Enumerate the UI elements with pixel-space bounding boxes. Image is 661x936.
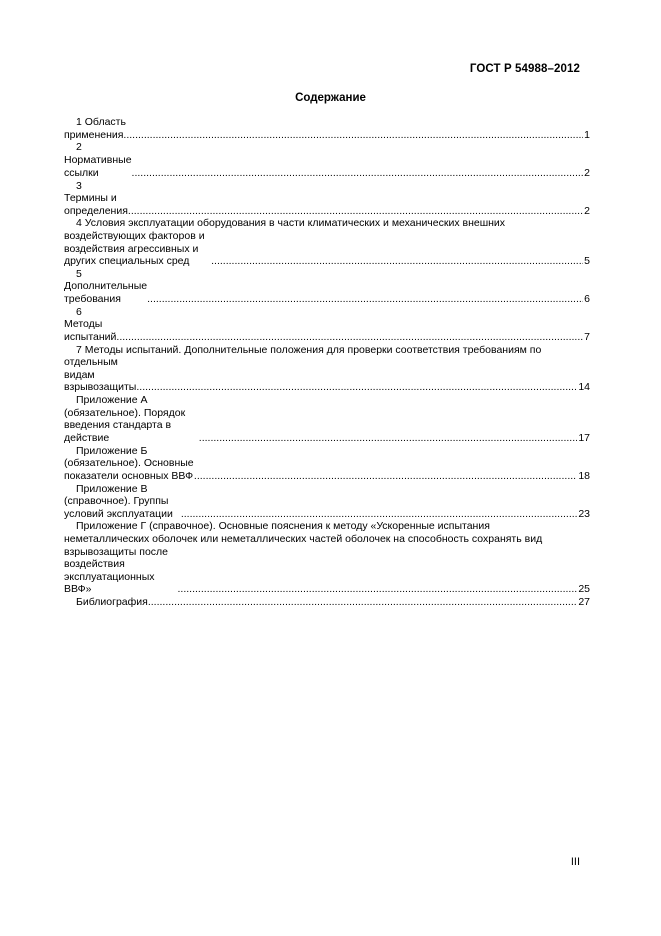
toc-entry-text: Библиография [76,596,148,609]
toc-entry-page: 5 [584,255,590,268]
toc-entry[interactable] [64,394,590,444]
toc-entry[interactable] [64,520,590,596]
toc-entry-page: 25 [578,583,590,596]
toc-title: Содержание [295,92,366,104]
toc-entry[interactable] [64,141,590,179]
dot-leader [148,596,577,609]
toc-entry-page: 23 [578,507,590,520]
toc-entry-page: 6 [584,292,590,305]
toc-entry[interactable] [64,445,590,483]
toc-entry-text: Приложение Г (справочное). Основные пояснения к методу «Ускоренные испытания [76,520,490,533]
toc-entry-text: Приложение А (обязательное). Порядок введения стандарта в действие [64,393,186,444]
toc-entry-text: 6 Методы испытаний [64,305,117,343]
toc-entry[interactable] [64,116,590,141]
page-number: III [570,856,580,868]
toc-entry-text: 7 Методы испытаний. Дополнительные положения для проверки соответствия требованиям по [76,343,542,356]
toc-entry[interactable] [64,180,590,218]
toc-entry[interactable] [64,596,590,609]
toc-entry-text: 3 Термины и определения [64,179,128,217]
toc-entry-page: 27 [578,596,590,609]
dot-leader [194,470,577,483]
toc-entry-page: 7 [584,330,590,343]
table-of-contents [64,116,590,609]
toc-entry-page: 2 [584,166,590,179]
toc-entry-page: 14 [578,381,590,394]
toc-entry-text: 5 Дополнительные требования [64,267,148,305]
dot-leader [126,129,583,142]
dot-leader [128,205,583,218]
toc-entry-text: Приложение Б (обязательное). Основные показатели основных ВВФ [64,444,194,482]
toc-entry[interactable] [64,344,590,394]
dot-leader [199,432,578,445]
dot-leader [116,331,583,344]
toc-entry-text: Приложение В (справочное). Группы условий эксплуатации [64,482,173,520]
toc-entry-text-continued: отдельным видам взрывозащиты [64,356,137,394]
dot-leader [132,167,584,180]
toc-entry[interactable] [64,483,590,521]
toc-entry-text-continued: неметаллических оболочек или неметаллических частей оболочек на способность сохранять вид [64,533,543,546]
toc-entry-page: 1 [584,128,590,141]
toc-entry-page: 18 [578,469,590,482]
dot-leader [147,293,583,306]
toc-entry-text: 1 Область применения. [64,116,127,141]
toc-entry-page: 17 [578,431,590,444]
dot-leader [181,508,577,521]
toc-entry[interactable] [64,217,590,267]
document-code: ГОСТ Р 54988–2012 [469,63,580,75]
dot-leader [211,255,583,268]
dot-leader [178,583,578,596]
toc-entry-page: 2 [584,204,590,217]
toc-entry[interactable] [64,306,590,344]
dot-leader [136,381,577,394]
toc-entry[interactable] [64,268,590,306]
toc-entry-text: 4 Условия эксплуатации оборудования в части климатических и механических внешних [76,217,506,230]
toc-entry-text: 2 Нормативные ссылки [64,141,132,179]
toc-entry-text-continued: взрывозащиты после воздействия эксплуатационных ВВФ» [64,545,169,596]
toc-entry-text-continued: воздействующих факторов и воздействия агрессивных и других специальных сред [64,229,205,268]
